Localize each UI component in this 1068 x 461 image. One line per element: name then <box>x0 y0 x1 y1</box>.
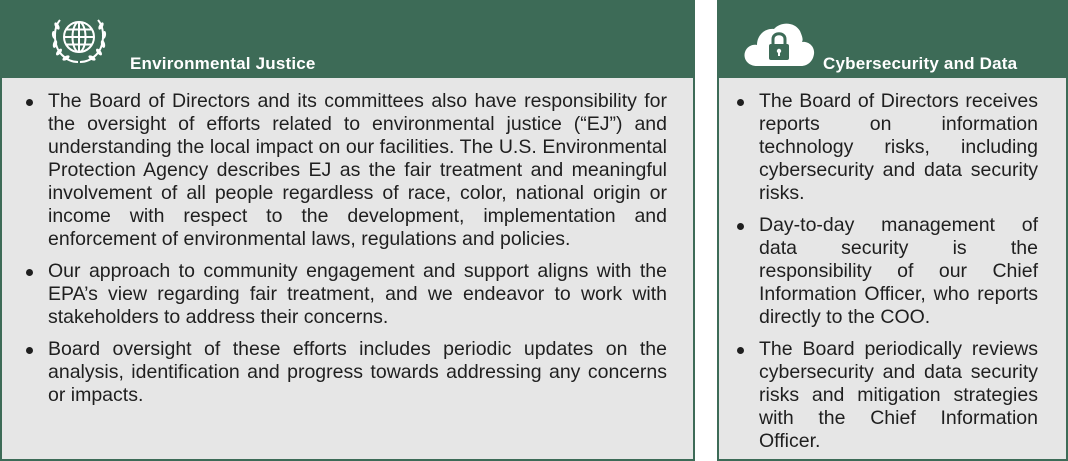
cybersecurity-header <box>719 2 1066 78</box>
list-item: Our approach to community engagement and support aligns with the EPA’s view regarding fair treatment, and we endeavor to work with stakeholders to address their concerns. <box>22 260 667 329</box>
cybersecurity-panel <box>717 0 1068 461</box>
list-item: The Board of Directors receives reports on information technology risks, including cybersecurity and data security risks. <box>733 90 1038 205</box>
cybersecurity-title: Cybersecurity and Data <box>823 54 1018 73</box>
cybersecurity-list <box>719 78 1066 453</box>
environmental-justice-title: Environmental Justice <box>130 54 316 73</box>
list-item: Day-to-day management of data security is the responsibility of our Chief Information Officer, who reports directly to the COO. <box>733 214 1038 329</box>
list-item: The Board of Directors and its committees also have responsibility for the oversight of efforts related to environmental justice (“EJ”) and understanding the local impact on our facilities. The U.S. Environmental Protection Agency describes EJ as the fair treatment and meaningful involvement of all people regardless of race, color, national origin or income with respect to the development, implementation and enforcement of environmental laws, regulations and policies. <box>22 90 667 251</box>
environmental-justice-header <box>2 2 693 78</box>
environmental-justice-list <box>2 78 693 407</box>
globe-laurel-icon <box>48 10 110 68</box>
cloud-lock-icon <box>739 16 819 74</box>
list-item: The Board periodically reviews cybersecurity and data security risks and mitigation strategies with the Chief Information Officer. <box>733 338 1038 453</box>
list-item: Board oversight of these efforts includes periodic updates on the analysis, identification and progress towards addressing any concerns or impacts. <box>22 338 667 407</box>
